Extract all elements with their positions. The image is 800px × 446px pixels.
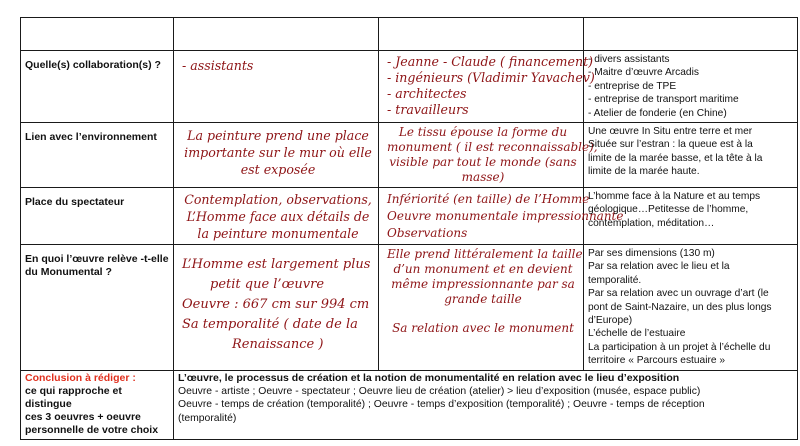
text-line: - entreprise de TPE xyxy=(588,80,677,92)
handwritten-line: L’Homme est largement plus xyxy=(182,257,371,273)
handwritten-line: visible par tout le monde (sans xyxy=(389,155,577,170)
handwritten-line: Infériorité (en taille) de l’Homme xyxy=(387,192,590,207)
handwritten-cell xyxy=(174,123,379,188)
handwritten-line: Sa temporalité ( date de la xyxy=(182,317,358,333)
comparison-table xyxy=(20,17,798,440)
handwritten-line: - Jeanne - Claude ( financement) xyxy=(387,54,594,69)
handwritten-cell xyxy=(379,245,584,371)
table-row-conclusion xyxy=(21,370,798,439)
handwritten-cell xyxy=(174,51,379,123)
text-line: L’homme face à la Nature et au temps xyxy=(588,191,761,203)
handwritten-line: Oeuvre monumentale impressionnante xyxy=(387,209,624,224)
text-line: Par sa relation avec un ouvrage d’art (le xyxy=(588,288,769,300)
handwritten-line: Oeuvre : 667 cm sur 994 cm xyxy=(182,297,370,313)
empty-cell xyxy=(379,18,584,51)
label-line: personnelle de votre choix xyxy=(25,423,159,436)
typed-cell xyxy=(584,245,798,371)
handwritten-line: Contemplation, observations, xyxy=(184,192,372,208)
handwritten-line: Le tissu épouse la forme du xyxy=(398,125,568,140)
row-label-spectator: Place du spectateur xyxy=(21,188,174,245)
empty-cell xyxy=(174,18,379,51)
text-line: L’échelle de l’estuaire xyxy=(588,328,686,340)
text-line: contemplation, méditation… xyxy=(588,217,715,229)
handwritten-line: Observations xyxy=(387,226,468,241)
handwritten-line: est exposée xyxy=(240,162,316,178)
table-row-monumental xyxy=(21,245,798,371)
row-label-collaboration: Quelle(s) collaboration(s) ? xyxy=(21,51,174,123)
handwritten-line: La peinture prend une place xyxy=(187,128,369,144)
handwritten-line: - assistants xyxy=(182,58,254,73)
handwritten-line: petit que l’œuvre xyxy=(210,277,325,293)
table-row-spectator xyxy=(21,188,798,245)
text-line: Par sa relation avec le lieu et la xyxy=(588,261,730,273)
text-line: - entreprise de transport maritime xyxy=(588,94,739,106)
empty-cell xyxy=(584,18,798,51)
typed-cell xyxy=(584,123,798,188)
handwritten-line: - architectes xyxy=(387,86,467,101)
handwritten-cell xyxy=(174,245,379,371)
text-line: territoire « Parcours estuaire » xyxy=(588,355,726,367)
row-label-monumental xyxy=(21,245,174,371)
handwritten-line: la peinture monumentale xyxy=(197,226,359,242)
conclusion-title: L’œuvre, le processus de création et la notion de monumentalité en relation avec le lieu d’exposition xyxy=(178,371,680,384)
text-line: Par ses dimensions (130 m) xyxy=(588,248,715,260)
text-line: limite de la marée haute. xyxy=(588,166,700,178)
text-line: - divers assistants xyxy=(588,54,670,65)
handwritten-line: - ingénieurs (Vladimir Yavachev) xyxy=(387,70,595,85)
handwritten-line: même impressionnante par sa xyxy=(391,277,575,292)
label-line: ces 3 oeuvres + oeuvre xyxy=(25,410,141,423)
handwritten-line: monument ( il est reconnaissable), xyxy=(387,140,598,155)
handwritten-cell xyxy=(379,188,624,245)
table-row-empty-header xyxy=(21,18,798,51)
typed-cell xyxy=(584,51,798,123)
conclusion-line: Oeuvre - temps de création (temporalité) ; Oeuvre - temps d’exposition (temporalité) ; Oeuvre - temps de réception xyxy=(178,399,705,411)
row-label-environment: Lien avec l’environnement xyxy=(21,123,174,188)
label-line: ce qui rapproche et xyxy=(25,384,122,397)
handwritten-cell xyxy=(379,51,595,123)
empty-cell xyxy=(21,18,174,51)
text-line: temporalité. xyxy=(588,274,642,286)
text-line: d’Europe) xyxy=(588,315,633,327)
handwritten-line: - travailleurs xyxy=(387,102,469,117)
table-row-environment xyxy=(21,123,798,188)
text-line: géologique…Petitesse de l’homme, xyxy=(588,204,749,216)
handwritten-line: Renaissance ) xyxy=(232,337,324,353)
handwritten-line: d’un monument et en devient xyxy=(393,262,573,277)
text-line: - Atelier de fonderie (en Chine) xyxy=(588,107,727,119)
handwritten-line: L’Homme face aux détails de xyxy=(186,209,370,225)
text-line: Située sur l’estran : la queue est à la xyxy=(588,139,753,151)
text-line: - Maitre d’œuvre Arcadis xyxy=(588,67,699,79)
handwritten-line: importante sur le mur où elle xyxy=(184,145,372,161)
handwritten-cell xyxy=(379,123,598,188)
text-line: La participation à un projet à l’échelle du xyxy=(588,341,771,353)
conclusion-content-cell xyxy=(174,370,798,439)
label-line: du Monumental ? xyxy=(25,266,112,279)
handwritten-cell xyxy=(174,188,379,245)
text-line: Une œuvre In Situ entre terre et mer xyxy=(588,126,753,138)
handwritten-line: Elle prend littéralement la taille xyxy=(387,247,583,262)
conclusion-heading: Conclusion à rédiger : xyxy=(25,371,136,384)
handwritten-line: Sa relation avec le monument xyxy=(392,321,574,336)
conclusion-line: (temporalité) xyxy=(178,412,237,424)
text-line: limite de la marée basse, et la tête à la xyxy=(588,152,763,164)
conclusion-label-cell xyxy=(21,370,174,439)
table-row-collaboration xyxy=(21,51,798,123)
label-line: distingue xyxy=(25,397,72,410)
conclusion-line: Oeuvre - artiste ; Oeuvre - spectateur ; Oeuvre lieu de création (atelier) > lieu d’exposition (musée, espace public) xyxy=(178,385,701,397)
label-line: En quoi l’œuvre relève -t-elle xyxy=(25,253,169,266)
text-line: pont de Saint-Nazaire, un des plus longs xyxy=(588,301,772,313)
handwritten-line: grande taille xyxy=(444,292,522,307)
typed-cell xyxy=(584,188,798,245)
handwritten-line: masse) xyxy=(461,170,505,185)
